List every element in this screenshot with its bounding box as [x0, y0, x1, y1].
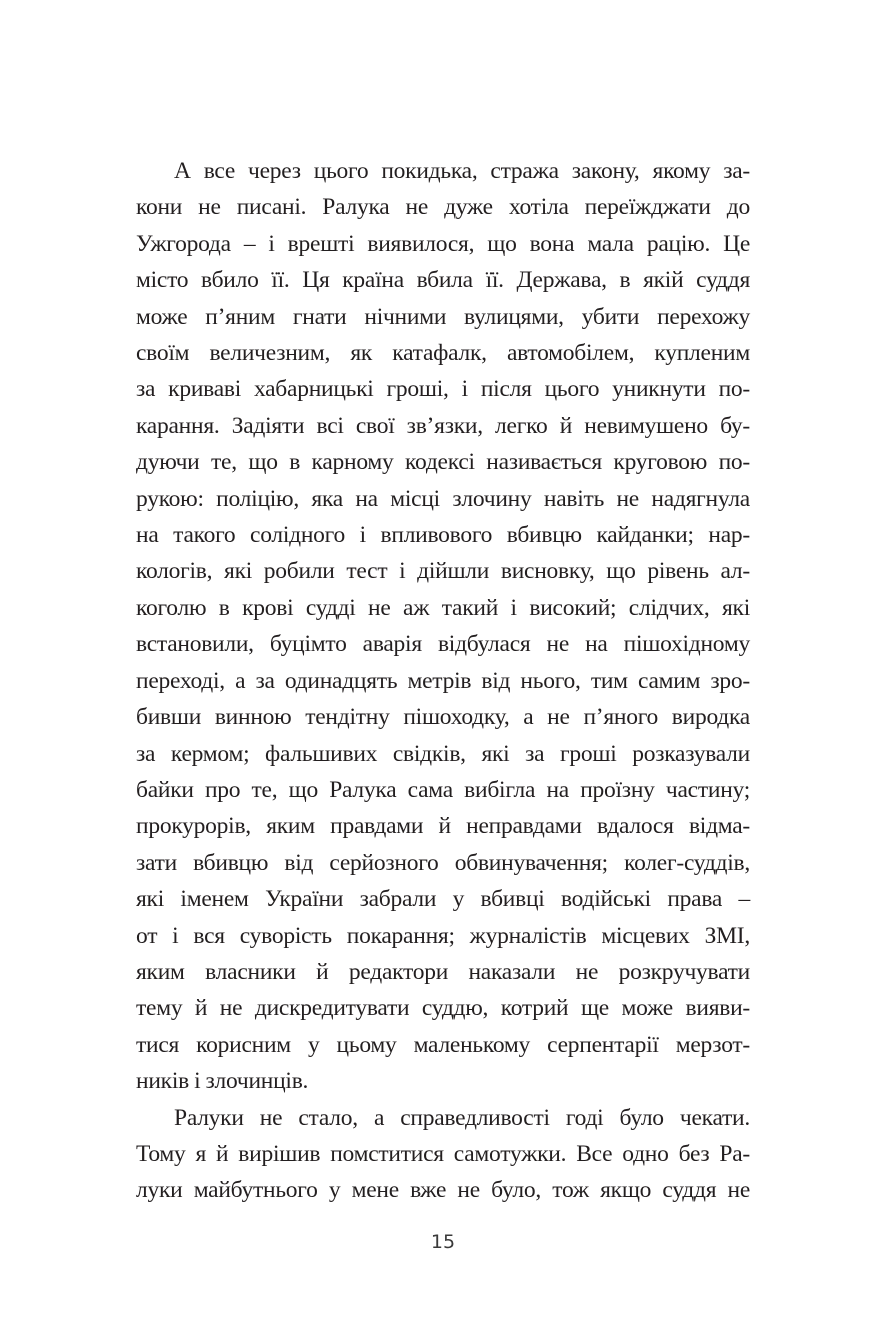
text-line: байки про те, що Ралука сама вибігла на проїзну частину; — [136, 776, 750, 803]
text-line: Ралуки не стало, а справедливості годі було чекати. — [174, 1104, 750, 1131]
text-line: які іменем України забрали у вбивці водійські права – — [136, 886, 750, 913]
text-line: карання. Задіяти всі свої зв’язки, легко й невимушено бу- — [136, 412, 750, 439]
text-line: зати вбивцю від серйозного обвинувачення; колег-суддів, — [136, 849, 750, 876]
text-line: за кермом; фальшивих свідків, які за гроші розказували — [136, 740, 750, 767]
text-line: коголю в крові судді не аж такий і високий; слідчих, які — [136, 594, 750, 621]
page-number: 15 — [430, 1230, 456, 1253]
text-line: дуючи те, що в карному кодексі називається круговою по- — [136, 449, 750, 476]
text-line: рукою: поліцію, яка на місці злочину навіть не надягнула — [136, 485, 750, 512]
text-line: тися корисним у цьому маленькому серпентарії мерзот- — [136, 1031, 750, 1058]
text-line: луки майбутнього у мене вже не було, тож якщо суддя не — [136, 1177, 750, 1204]
text-line: Тому я й вирішив помститися самотужки. Все одно без Ра- — [136, 1140, 750, 1167]
text-line: яким власники й редактори наказали не розкручувати — [136, 958, 750, 985]
text-line: бивши винною тендітну пішоходку, а не п’яного виродка — [136, 704, 750, 731]
paragraph — [136, 1100, 750, 1209]
text-line: може п’яним гнати нічними вулицями, убити перехожу — [136, 303, 750, 330]
body-text — [136, 153, 750, 1257]
text-line: на такого солідного і впливового вбивцю кайданки; нар- — [136, 522, 750, 549]
text-line: А все через цього покидька, стража закону, якому за- — [174, 158, 750, 184]
text-line: тему й не дискредитувати суддю, котрий ще може вияви- — [136, 995, 750, 1022]
text-line: Ужгорода – і врешті виявилося, що вона мала рацію. Це — [136, 230, 750, 257]
text-line: своїм величезним, як катафалк, автомобілем, купленим — [136, 340, 750, 367]
text-line: переході, а за одинадцять метрів від нього, тим самим зро- — [136, 667, 750, 694]
text-line: за криваві хабарницькі гроші, і після цього уникнути по- — [136, 376, 750, 403]
paragraph — [136, 153, 750, 1100]
text-line: встановили, буцімто аварія відбулася не на пішохідному — [136, 631, 750, 658]
text-line: от і вся суворість покарання; журналістів місцевих ЗМІ, — [136, 922, 750, 949]
text-line: ників і злочинців. — [136, 1068, 309, 1095]
text-line: кони не писані. Ралука не дуже хотіла переїжджати до — [136, 194, 750, 221]
text-line: прокурорів, яким правдами й неправдами вдалося відма- — [136, 813, 750, 840]
text-line: місто вбило її. Ця країна вбила її. Держава, в якій суддя — [136, 267, 750, 294]
text-line: кологів, які робили тест і дійшли висновку, що рівень ал- — [136, 558, 750, 585]
